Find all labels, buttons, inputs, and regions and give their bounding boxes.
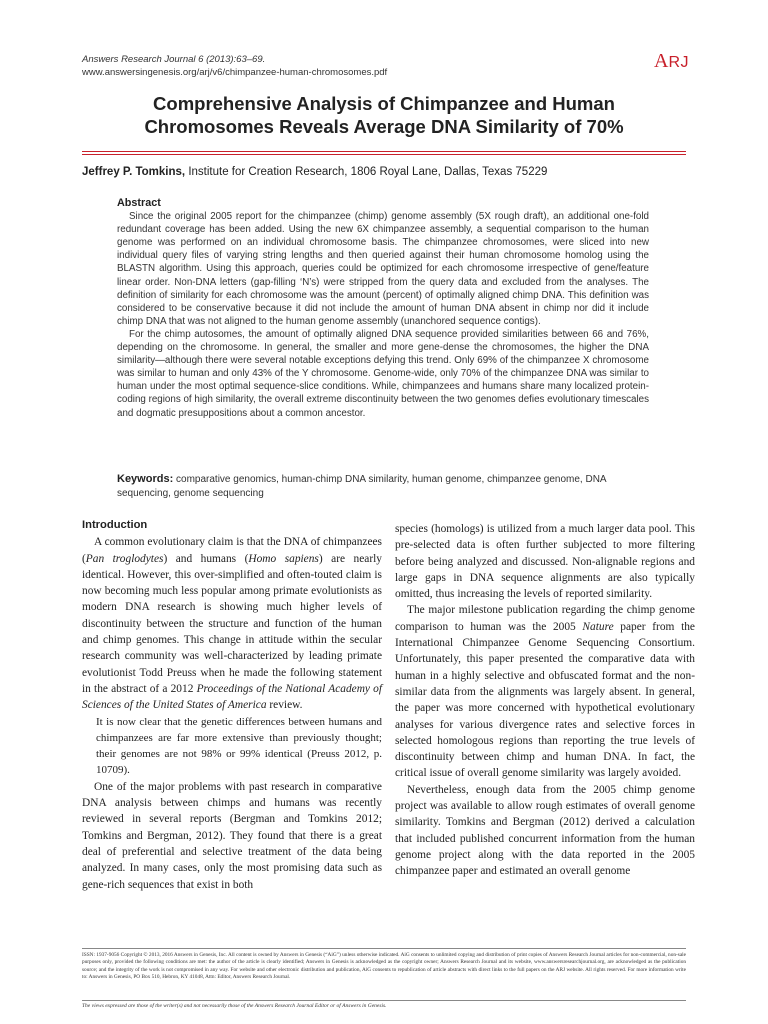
footer-divider xyxy=(82,948,686,949)
body-column-right xyxy=(395,521,695,880)
text-run: The major milestone publication regarding the chimp genome comparison to human was the 2005 xyxy=(395,604,695,633)
keywords-text: comparative genomics, human-chimp DNA similarity, human genome, chimpanzee genome, DNA sequencing, genome sequencing xyxy=(117,474,607,499)
author-affiliation: Institute for Creation Research, 1806 Royal Lane, Dallas, Texas 75229 xyxy=(185,166,548,178)
logo-a: A xyxy=(654,50,669,72)
keywords-label: Keywords: xyxy=(117,473,174,485)
author-name: Jeffrey P. Tomkins, xyxy=(82,166,186,178)
abstract-paragraph-2: For the chimp autosomes, the amount of optimally aligned DNA sequence provided similarities between 66 and 76%, depending on the chromosome. In general, the smaller and more gene-dense the chromosomes, the higher the DNA similarity—although there were several notable exceptions defying this trend. Only 69% of the chimpanzee X chromosome was similar to human and only 43% of the Y chromosome. Genome-wide, only 70% of the chimpanzee DNA was similar to human under the most optimal sequence-slice conditions. While, chimpanzees and humans share many localized protein-coding regions of high similarity, the overall extreme discontinuity between the two genomes defies evolutionary timescales and dogmatic presuppositions about a common ancestor. xyxy=(117,328,649,419)
body-paragraph xyxy=(82,534,382,713)
journal-citation: Answers Research Journal 6 (2013):63–69. xyxy=(82,54,266,65)
body-column-left xyxy=(82,517,382,893)
text-run: ) and humans ( xyxy=(163,552,249,565)
abstract-section xyxy=(117,197,649,420)
journal-name: Nature xyxy=(582,620,614,633)
arj-logo xyxy=(654,50,689,73)
body-paragraph: Nevertheless, enough data from the 2005 chimp genome project was available to allow rough estimates of overall genome similarity. Tomkins and Bergman (2012) derived a calculation that included published concurrent information from the human genome project along with the data reported in the 2005 chimpanzee paper and estimated an overall genome xyxy=(395,783,695,878)
block-quote: It is now clear that the genetic differences between humans and chimpanzees are far more extensive than previously thought; their genomes are not 98% or 99% identical (Preuss 2012, p. 10709). xyxy=(96,715,382,777)
title-line-1: Comprehensive Analysis of Chimpanzee and Human xyxy=(153,93,615,114)
text-run: A common evolutionary claim is that the DNA of chimpanzees ( xyxy=(82,536,382,565)
text-run: ) are nearly identical. However, this over-simplified and often-touted claim is now becoming much less popular among primate evolutionists as modern DNA research is showing much higher levels of discontinuity between the structure and function of the human and chimp genomes. This change in attitude within the secular research community was well-characterized by leading primate evolutionist Todd Preuss when he made the following statement in the abstract of a 2012 xyxy=(82,552,382,695)
disclaimer: The views expressed are those of the writer(s) and not necessarily those of the Answers Research Journal Editor or of Answers in Genesis. xyxy=(82,1003,387,1009)
article-title xyxy=(82,92,686,138)
footer-divider-2 xyxy=(82,1000,686,1001)
title-line-2: Chromosomes Reveals Average DNA Similarity of 70% xyxy=(144,116,624,137)
body-paragraph xyxy=(395,602,695,781)
abstract-heading: Abstract xyxy=(117,197,161,209)
species-name: Pan troglodytes xyxy=(85,552,164,565)
title-rule-bottom xyxy=(82,154,686,155)
body-paragraph: One of the major problems with past research in comparative DNA analysis between chimps and humans was recently reviewed in several reports (Bergman and Tomkins 2012; Tomkins and Bergman, 2012). They found that there is a great deal of preferential and selective treatment of the data being analyzed. In many cases, only the most promising data such as gene-rich sequences that exist in both xyxy=(82,780,382,891)
keywords-section xyxy=(117,473,649,500)
article-url[interactable]: www.answersingenesis.org/arj/v6/chimpanzee-human-chromosomes.pdf xyxy=(82,67,388,78)
logo-rj: RJ xyxy=(668,54,690,71)
text-run: review. xyxy=(266,699,303,712)
journal-name: Proceedings of the National Academy of Sciences of the United States of America xyxy=(82,682,383,712)
introduction-heading: Introduction xyxy=(82,519,148,531)
species-name: Homo sapiens xyxy=(248,552,319,565)
abstract-paragraph-1: Since the original 2005 report for the chimpanzee (chimp) genome assembly (5X rough draft), an additional one-fold redundant coverage has been added. Using the new 6X chimpanzee assembly, a sequential comparison to the human genome was performed on an individual chromosome basis. The chimpanzee chromosomes, were sliced into new individual query files of varying string lengths and then queried against their human chromosome homolog using the BLASTN algorithm. Using this approach, queries could be optimized for each chromosome irrespective of gene/feature linear order. Non-DNA letters (gap-filling ‘N’s) were stripped from the query data and excluded from the analyses. The definition of similarity for each chromosome was the amount (percent) of optimally aligned chimp DNA. This definition was considered to be conservative because it did not include the amount of human DNA absent in chimp nor did it include chimp DNA that was not aligned to the human genome assembly (unanchored sequence contigs). xyxy=(117,211,649,327)
copyright-notice: ISSN: 1937-9056 Copyright © 2013, 2016 Answers in Genesis, Inc. All content is owned by Answers in Genesis (“AiG”) unless otherwise indicated. AiG consents to unlimited copying and distribution of print copies of Answers Research Journal articles for non-commercial, non-sale purposes only, provided the following conditions are met: the author of the article is clearly identified; Answers in Genesis is acknowledged as the copyright owner; Answers Research Journal and its website, www.answersresearchjournal.org, are acknowledged as the publication source; and the integrity of the work is not compromised in any way. For website and other electronic distribution and publication, AiG consents to republication of article abstracts with direct links to the full papers on the ARJ website. All rights reserved. For more information write to: Answers in Genesis, PO Box 510, Hebron, KY 41048, Attn: Editor, Answers Research Journal. xyxy=(82,952,686,981)
author-line xyxy=(82,166,547,178)
title-rule-top xyxy=(82,151,686,152)
body-paragraph: species (homologs) is utilized from a much larger data pool. This pre-selected data is often further subjected to more filtering before being analyzed and discussed. Non-alignable regions and large gaps in DNA sequence alignments are also typically omitted, thus increasing the levels of reported similarity. xyxy=(395,523,695,601)
text-run: paper from the International Chimpanzee Genome Sequencing Consortium. Unfortunately, this paper presented the comparative data with human in a highly selective and obfuscated format and the non-similar data from the alignments was largely absent. In general, the paper was more concerned with hypothetical evolutionary analyses for various divergence rates and selective forces in selected homologous regions than reporting the true levels of discontinuity between chimp and human DNA. In fact, the critical issue of overall genome similarity was largely avoided. xyxy=(395,620,695,780)
journal-reference xyxy=(82,53,387,79)
